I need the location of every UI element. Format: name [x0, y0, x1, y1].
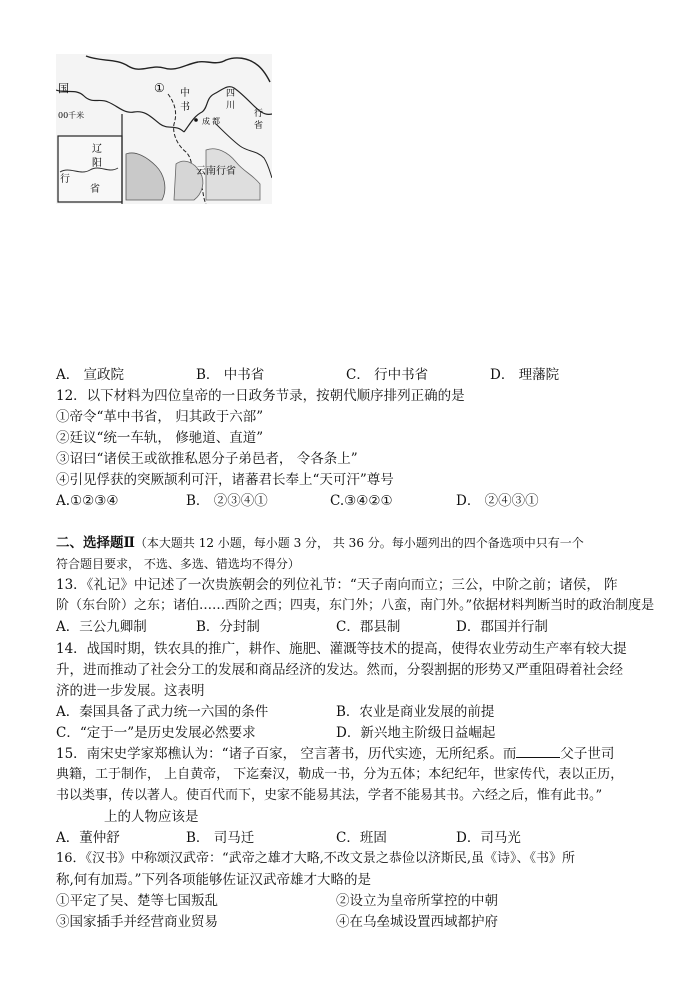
q13-option-d[interactable]: D．郡国并行制	[456, 619, 548, 635]
q12-stem: 12．以下材料为四位皇帝的一日政务节录，按朝代顺序排列正确的是	[56, 388, 465, 404]
q13-line-1: 13．《礼记》中记述了一次贵族朝会的列位礼节：“天子南向而立；三公，中阶之前；诸侯， 阼	[56, 577, 618, 593]
q15-option-d[interactable]: D．司马光	[456, 830, 521, 846]
q15-option-c[interactable]: C．班固	[336, 830, 387, 846]
historical-map	[56, 54, 272, 204]
q12-item-3: ③诏曰“诸侯王或欲推私恩分子弟邑者， 令各条上”	[56, 451, 358, 467]
map-figure	[56, 54, 272, 204]
section2-note-2: 符合题目要求， 不选、多选、错选均不得分）	[56, 557, 300, 571]
q11-option-b[interactable]: B． 中书省	[196, 367, 265, 383]
q12-item-2: ②廷议“统一车轨， 修驰道、直道”	[56, 430, 264, 446]
q14-line-1: 14．战国时期，铁农具的推广，耕作、施肥、灌溉等技术的提高，使得农业劳动生产率有较大提	[56, 641, 627, 657]
q11-option-a[interactable]: A． 宣政院	[56, 367, 125, 383]
q14-option-c[interactable]: C．“定于一”是历史发展必然要求	[56, 725, 256, 741]
q13-option-a[interactable]: A．三公九卿制	[56, 619, 147, 635]
section2-note-1: （本大题共 12 小题，每小题 3 分， 共 36 分。每小题列出的四个备选项中只有一个	[134, 536, 584, 550]
map-label-yang: 阳	[92, 158, 102, 169]
q13-option-b[interactable]: B．分封制	[196, 619, 260, 635]
map-label-du: 都	[212, 117, 220, 126]
q12-option-a[interactable]: A.①②③④	[56, 493, 119, 509]
q14-option-d[interactable]: D．新兴地主阶级日益崛起	[336, 725, 496, 741]
q12-option-b[interactable]: B． ②③④①	[186, 493, 268, 509]
map-label-guo: 国	[58, 82, 69, 95]
q16-item-4: ④在乌垒城设置西域都护府	[336, 914, 498, 930]
map-label-sheng2: 省	[254, 121, 264, 131]
q15-line-1b: 父子世司	[560, 746, 615, 762]
map-label-xing2: 行	[254, 109, 264, 119]
q12-option-d[interactable]: D． ②④③①	[456, 493, 539, 509]
q16-item-2: ②设立为皇帝所掌控的中朝	[336, 893, 498, 909]
q16-item-3: ③国家插手并经营商业贸易	[56, 914, 218, 930]
q13-option-c[interactable]: C．郡县制	[336, 619, 401, 635]
map-label-shu: 书	[180, 102, 190, 113]
map-label-zhong: 中	[180, 88, 190, 99]
q15-line-2: 典籍，工于制作， 上自黄帝， 下迄秦汉，勒成一书，分为五体；本纪纪年，世家传代，表以正历，	[56, 767, 624, 782]
map-label-liao: 辽	[92, 144, 102, 155]
q11-option-c[interactable]: C． 行中书省	[346, 367, 429, 383]
q16-line-2: 称,何有加焉。”下列各项能够佐证汉武帝雄才大略的是	[56, 872, 371, 888]
q14-option-b[interactable]: B．农业是商业发展的前提	[336, 704, 495, 720]
q15-option-a[interactable]: A．董仲舒	[56, 830, 120, 846]
q15-line-4: 上的人物应该是	[104, 809, 199, 825]
q15-option-b[interactable]: B． 司马迁	[186, 830, 255, 846]
map-label-si: 四	[226, 89, 236, 99]
section2-title: 二、选择题Ⅱ	[56, 535, 135, 551]
map-marker-1: ①	[154, 81, 165, 95]
q14-option-a[interactable]: A．秦国具备了武力统一六国的条件	[56, 704, 269, 720]
map-label-chuan: 川	[226, 101, 236, 111]
q14-line-3: 济的进一步发展。这表明	[56, 683, 205, 699]
section2-header	[56, 534, 584, 552]
q12-item-4: ④引见俘获的突厥颉利可汗，诸蕃君长奉上“天可汗”尊号	[56, 472, 394, 488]
q13-line-2: 阶（东台阶）之东；诸伯……西阶之西；四夷，东门外；八蛮，南门外。”依据材料判断当时的政治制度是	[56, 598, 655, 613]
map-label-yunnan: 云南行省	[196, 166, 236, 177]
q11-option-d[interactable]: D． 理藩院	[490, 367, 560, 383]
map-label-sheng: 省	[90, 184, 100, 195]
map-label-xing: 行	[60, 174, 70, 185]
q14-line-2: 升，进而推动了社会分工的发展和商品经济的发达。然而，分裂割据的形势又严重阻碍着社会经	[56, 662, 623, 678]
q15-line-1	[56, 745, 614, 763]
q15-line-3: 书以类事，传以著人。使百代而下，史家不能易其法，学者不能易其书。六经之后，惟有此书。”	[56, 788, 603, 803]
q16-line-1: 16．《汉书》中称颂汉武帝：“武帝之雄才大略,不改文景之恭俭以济斯民,虽《诗》、《书》所	[56, 851, 575, 866]
city-dot-chengdu	[194, 118, 198, 122]
q12-item-1: ①帝令“革中书省， 归其政于六部”	[56, 409, 264, 425]
map-label-scale: 00千米	[58, 111, 85, 120]
q15-line-1a: 15．南宋史学家郑樵认为：“诸子百家， 空言著书，历代实迹，无所纪系。而	[56, 746, 517, 762]
q12-option-c[interactable]: C.③④②①	[330, 493, 393, 509]
q16-item-1: ①平定了吴、楚等七国叛乱	[56, 893, 218, 909]
map-label-cheng: 成	[202, 117, 210, 126]
q15-blank	[516, 745, 560, 758]
